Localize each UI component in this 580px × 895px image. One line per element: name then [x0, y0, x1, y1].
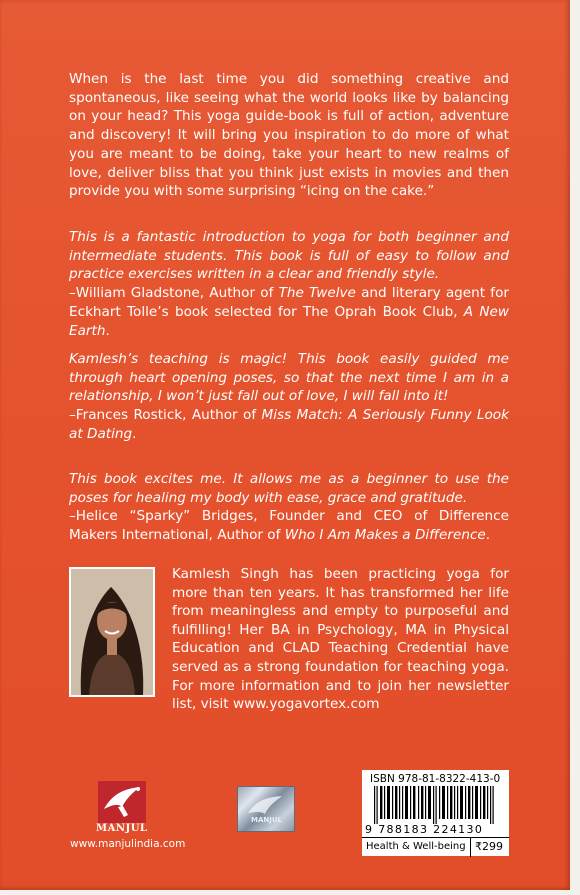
attribution-suffix: .: [105, 322, 110, 339]
testimonial-attribution: [69, 406, 509, 443]
isbn-footer: [362, 837, 509, 857]
author-portrait-icon: [71, 569, 153, 695]
price-divider: [470, 838, 471, 857]
hologram-label: MANJUL: [251, 816, 282, 824]
bio-text: Kamlesh Singh has been practicing yoga for more than ten years. It has transformed her life from meaningless and empty to purposeful and fulfilling! Her BA in Psychology, MA in Physical Education and CLAD Teaching Credential have served as a strong foundation for teaching yoga. For more information and to join her newsletter list, visit: [172, 566, 509, 713]
author-bio: [172, 565, 509, 714]
attribution-suffix: .: [132, 425, 137, 442]
testimonial-quote: This book excites me. It allows me as a beginner to use the poses for healing my body with ease, grace and gratitude.: [69, 471, 509, 506]
book-category: Health & Well-being: [366, 841, 466, 852]
testimonial-rostick: [69, 350, 509, 444]
testimonial-quote: Kamlesh’s teaching is magic! This book easily guided me through heart opening poses, so that the next time I am in a relationship, I won’t just fall out of love, I will fall into it!: [69, 351, 509, 405]
attribution-middle: and literary agent for Eckhart Tolle’s book selected for The Oprah Book Club,: [69, 285, 510, 320]
testimonial-attribution: [69, 284, 509, 340]
publisher-website: www.manjulindia.com: [70, 838, 186, 850]
author-website-link[interactable]: www.yogavortex.com: [232, 696, 380, 713]
book-description: [69, 70, 509, 201]
hologram-bird-icon: [238, 787, 294, 831]
attribution-suffix: .: [485, 527, 491, 544]
isbn-number: ISBN 978-81-8322-413-0: [370, 773, 501, 785]
book-price: ₹299: [475, 840, 503, 853]
isbn-barcode-box: [362, 770, 509, 856]
attribution-prefix: –Helice “Sparky” Bridges, Founder and CEO of Difference Makers International, Author of: [69, 508, 509, 544]
attribution-prefix: –William Gladstone, Author of: [69, 285, 279, 302]
barcode-digits: 9 788183 224130: [365, 823, 484, 836]
testimonial-gladstone: [69, 228, 509, 340]
description-text: When is the last time you did something creative and spontaneous, like seeing what the world looks like by balancing on your head? This yoga guide-book is full of action, adventure and discovery! It will bring you inspiration to do more of what you are meant to be doing, take your heart to new realms of love, deliver bliss that you think just exists in movies and then provide you with some surprising “icing on the cake.”: [69, 71, 509, 200]
barcode-icon: [374, 786, 496, 824]
publisher-name: MANJUL: [96, 823, 148, 834]
hologram-sticker: [237, 786, 295, 832]
work-title: Miss Match: A Seriously Funny Look at Dating: [69, 407, 509, 442]
attribution-prefix: –Frances Rostick, Author of: [69, 407, 262, 424]
author-bio-text: [172, 565, 509, 714]
work-title: Who I Am Makes a Difference: [284, 527, 486, 544]
manjul-logo-icon: [98, 781, 146, 823]
author-photo: [69, 567, 155, 697]
testimonial-attribution: [69, 507, 509, 544]
testimonial-quote: This is a fantastic introduction to yoga for both beginner and intermediate students. This book is full of easy to follow and practice exercises written in a clear and friendly style.: [69, 229, 509, 283]
work-title: A New Earth: [69, 303, 509, 339]
testimonial-bridges: [69, 470, 509, 545]
work-title: The Twelve: [278, 285, 356, 302]
